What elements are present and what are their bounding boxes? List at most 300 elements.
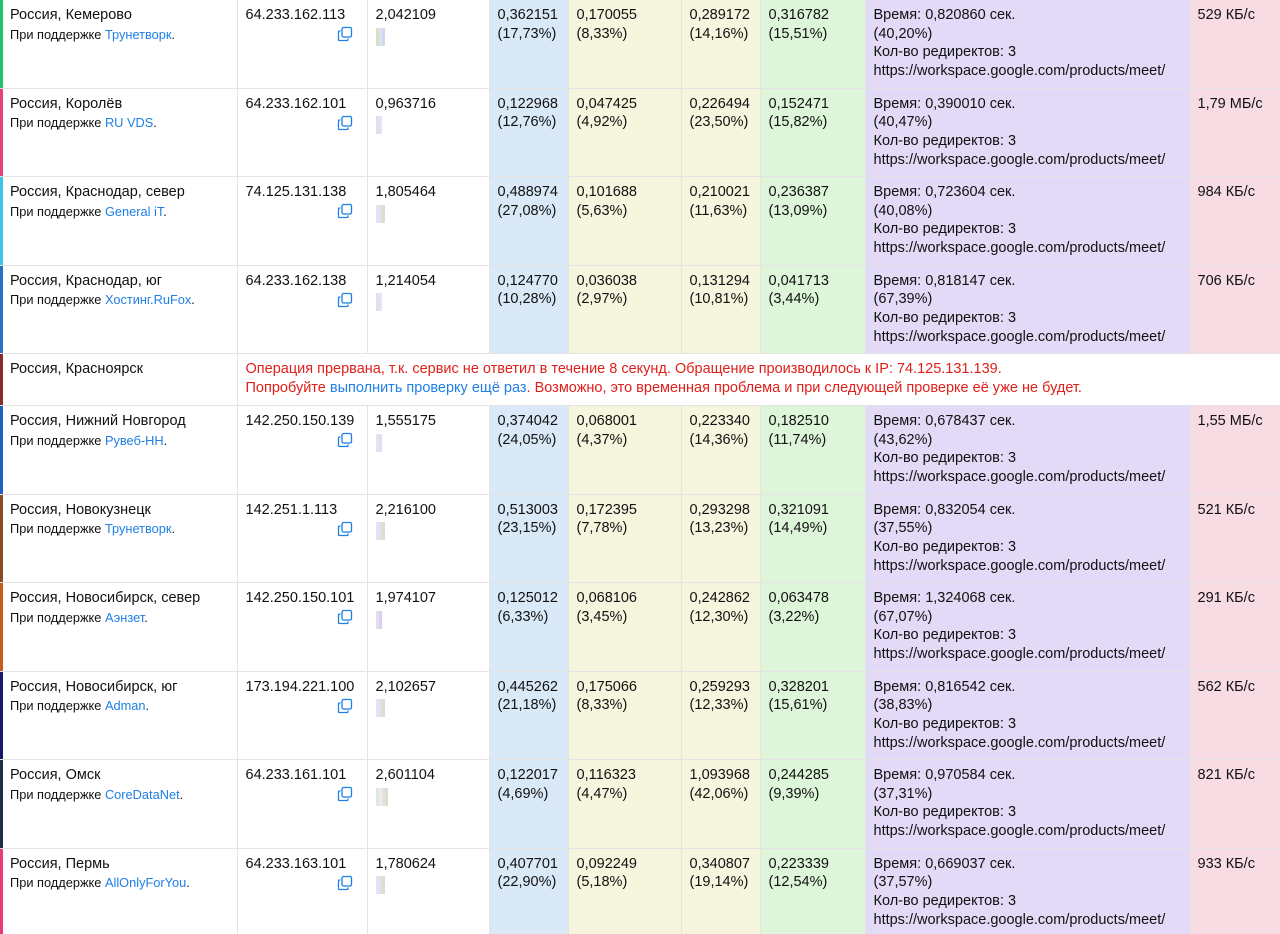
ssl-pct: (23,50%): [689, 114, 749, 131]
copy-icon[interactable]: [337, 26, 353, 42]
provider-link[interactable]: Трунетворк: [104, 26, 172, 42]
ip-cell: [237, 671, 367, 760]
connect-time: 0,116323: [576, 767, 636, 783]
redirect-cell: [865, 671, 1190, 760]
redirects-prefix: Кол-во редиректов:: [873, 132, 1004, 149]
redirect-pct: (37,55%): [873, 520, 933, 537]
dns-pct: (10,28%): [497, 291, 557, 308]
ttfb-pct: (12,54%): [768, 874, 828, 891]
copy-icon[interactable]: [337, 698, 353, 714]
ip-cell: [237, 848, 367, 934]
redirect-time: [874, 855, 1184, 874]
dns-time: 0,488974: [497, 184, 558, 200]
dns-cell: [489, 265, 568, 354]
redirect-time-value: 0,723604: [925, 184, 986, 200]
support-prefix: При поддержке: [10, 203, 102, 219]
city-name: Россия, Кемерово: [10, 7, 132, 23]
provider-line: При поддержке Хостинг.RuFox.: [10, 292, 195, 308]
time-unit: сек.: [989, 855, 1016, 872]
redirect-count-value: 3: [1007, 132, 1017, 149]
connect-cell: [568, 583, 681, 672]
ttfb-time: 0,182510: [768, 413, 829, 429]
redirect-url: https://workspace.google.com/products/meet/: [873, 911, 1166, 928]
redirect-count-value: 3: [1007, 627, 1017, 644]
connect-pct: (5,63%): [576, 202, 628, 219]
provider-line: При поддержке RU VDS.: [10, 115, 157, 131]
ttfb-pct: (14,49%): [768, 520, 828, 537]
dns-pct: (21,18%): [497, 697, 557, 714]
location-cell: [0, 177, 237, 266]
ttfb-time: 0,063478: [768, 590, 829, 606]
ssl-pct: (14,36%): [689, 431, 749, 448]
redirect-url: https://workspace.google.com/products/meet/: [873, 151, 1166, 168]
timing-bar-segment: [379, 611, 382, 629]
time-prefix: Время:: [873, 95, 922, 112]
ip-cell: [237, 88, 367, 177]
redirect-pct: (40,20%): [873, 25, 933, 42]
provider-link[interactable]: Adman: [104, 698, 146, 714]
connect-time: 0,092249: [576, 855, 637, 872]
redirects-prefix: Кол-во редиректов:: [873, 309, 1004, 326]
redirect-pct: (40,08%): [873, 202, 933, 219]
ssl-pct: (11,63%): [689, 202, 748, 219]
redirects-prefix: Кол-во редиректов:: [873, 450, 1004, 467]
connect-pct: (5,18%): [576, 874, 628, 891]
total-time: 2,601104: [375, 767, 435, 783]
speed-cell: [1190, 88, 1280, 177]
location-color-stripe: [0, 0, 3, 88]
support-prefix: При поддержке: [10, 698, 102, 714]
dns-cell: [489, 177, 568, 266]
ssl-cell: [681, 760, 760, 849]
ssl-time: 0,293298: [689, 501, 750, 518]
redirect-time-value: 0,970584: [925, 767, 986, 783]
connect-pct: (2,97%): [576, 291, 628, 308]
total-time: 2,042109: [375, 7, 436, 23]
connect-pct: (4,92%): [576, 114, 628, 131]
dns-time: 0,362151: [497, 7, 558, 23]
ip-cell: [237, 0, 367, 88]
table-row: [0, 406, 1280, 495]
location-color-stripe: [0, 849, 3, 934]
location-color-stripe: [0, 89, 3, 177]
location-color-stripe: [0, 583, 3, 671]
time-unit: сек.: [989, 95, 1016, 112]
dns-cell: [489, 760, 568, 849]
dns-cell: [489, 494, 568, 583]
error-message: [237, 354, 1280, 406]
total-time: 1,805464: [375, 184, 436, 200]
redirect-count: [874, 132, 1184, 151]
time-unit: сек.: [989, 413, 1016, 429]
dns-pct: (23,15%): [497, 520, 557, 537]
ttfb-time: 0,244285: [768, 767, 829, 783]
speed-cell: [1190, 583, 1280, 672]
dns-time: 0,122968: [497, 95, 558, 112]
ttfb-cell: [760, 177, 865, 266]
connect-cell: [568, 848, 681, 934]
support-prefix: При поддержке: [10, 786, 102, 802]
redirect-count-value: 3: [1007, 804, 1017, 821]
dns-time: 0,513003: [497, 501, 558, 518]
total-time: 1,555175: [375, 413, 436, 429]
city-name: Россия, Новокузнецк: [10, 501, 151, 518]
ssl-time: 0,259293: [689, 678, 750, 695]
copy-icon[interactable]: [337, 115, 353, 131]
redirects-prefix: Кол-во редиректов:: [873, 715, 1004, 732]
ip-address: 64.233.162.113: [245, 7, 346, 23]
download-speed: 529 КБ/с: [1197, 7, 1255, 23]
ttfb-time: 0,041713: [768, 272, 829, 289]
total-time-cell: [367, 0, 489, 88]
support-prefix: При поддержке: [10, 292, 102, 308]
location-color-stripe: [0, 177, 3, 265]
copy-icon[interactable]: [337, 292, 353, 308]
timing-bar-segment: [382, 522, 385, 540]
time-unit: сек.: [989, 184, 1016, 200]
redirect-cell: [865, 760, 1190, 849]
location-color-stripe: [0, 266, 3, 354]
redirect-url: https://workspace.google.com/products/meet/: [873, 646, 1166, 663]
download-speed: 933 КБ/с: [1197, 855, 1255, 872]
ssl-time: 0,131294: [689, 272, 750, 289]
ip-cell: [237, 494, 367, 583]
provider-line: При поддержке Аэнзет.: [10, 609, 148, 625]
dns-time: 0,407701: [497, 855, 558, 872]
support-prefix: При поддержке: [10, 432, 102, 448]
connect-time: 0,068001: [576, 413, 637, 429]
table-row: [0, 265, 1280, 354]
table-row: [0, 88, 1280, 177]
ttfb-pct: (11,74%): [768, 431, 827, 448]
dns-pct: (17,73%): [497, 25, 557, 42]
connect-pct: (7,78%): [576, 520, 628, 537]
redirect-cell: [865, 406, 1190, 495]
dns-pct: (24,05%): [497, 431, 557, 448]
copy-icon[interactable]: [337, 786, 353, 802]
connect-cell: [568, 0, 681, 88]
provider-link[interactable]: AllOnlyForYou: [104, 875, 187, 891]
ip-address: 142.250.150.139: [245, 413, 355, 429]
provider-link[interactable]: Хостинг.RuFox: [104, 292, 192, 308]
timing-bars: [376, 699, 394, 717]
location-cell: [0, 583, 237, 672]
location-cell: [0, 671, 237, 760]
copy-icon[interactable]: [337, 875, 353, 891]
total-time: 0,963716: [375, 95, 436, 112]
ssl-pct: (12,33%): [689, 697, 749, 714]
timing-bars: [376, 522, 394, 540]
ttfb-time: 0,316782: [768, 7, 829, 23]
redirect-time-value: 1,324068: [925, 590, 986, 606]
dns-pct: (22,90%): [497, 874, 557, 891]
redirect-time-value: 0,669037: [925, 855, 986, 872]
ttfb-cell: [760, 848, 865, 934]
redirect-cell: [865, 583, 1190, 672]
ip-cell: [237, 177, 367, 266]
dns-time: 0,122017: [497, 767, 558, 783]
provider-link[interactable]: CoreDataNet: [104, 786, 180, 802]
dns-cell: [489, 88, 568, 177]
table-row: [0, 177, 1280, 266]
error-line-2: [246, 379, 1275, 398]
connect-cell: [568, 88, 681, 177]
redirect-count: [874, 803, 1184, 822]
support-prefix: При поддержке: [10, 26, 102, 42]
total-time: 1,780624: [375, 855, 436, 872]
ttfb-pct: (15,82%): [768, 114, 828, 131]
ssl-cell: [681, 671, 760, 760]
city-name: Россия, Краснодар, север: [10, 184, 185, 200]
ssl-pct: (14,16%): [689, 25, 749, 42]
redirect-pct: (37,31%): [873, 785, 933, 802]
dns-time: 0,445262: [497, 678, 558, 695]
connect-cell: [568, 494, 681, 583]
download-speed: 562 КБ/с: [1197, 678, 1255, 695]
redirect-time: [874, 272, 1184, 291]
ssl-cell: [681, 265, 760, 354]
table-row: [0, 848, 1280, 934]
table-row: [0, 671, 1280, 760]
redirect-url: https://workspace.google.com/products/meet/: [873, 557, 1166, 574]
dns-time: 0,125012: [497, 590, 558, 606]
total-time: 2,216100: [375, 501, 436, 518]
connect-cell: [568, 406, 681, 495]
copy-icon[interactable]: [337, 609, 353, 625]
support-prefix: При поддержке: [10, 875, 102, 891]
provider-line: При поддержке Рувеб-НН.: [10, 432, 168, 448]
ssl-time: 0,226494: [689, 95, 750, 112]
ssl-time: 1,093968: [689, 767, 750, 783]
ttfb-cell: [760, 0, 865, 88]
ssl-pct: (13,23%): [689, 520, 749, 537]
provider-link[interactable]: Рувеб-НН: [104, 432, 164, 448]
provider-link[interactable]: General iT: [104, 203, 164, 219]
redirects-prefix: Кол-во редиректов:: [873, 627, 1004, 644]
connect-time: 0,172395: [576, 501, 637, 518]
dns-pct: (4,69%): [497, 785, 549, 802]
timing-bar-segment: [382, 699, 385, 717]
ssl-cell: [681, 494, 760, 583]
provider-line: При поддержке CoreDataNet.: [10, 786, 184, 802]
ip-cell: [237, 406, 367, 495]
ip-cell: [237, 265, 367, 354]
timing-bar-segment: [382, 876, 385, 894]
connect-time: 0,036038: [576, 272, 637, 289]
redirect-url: https://workspace.google.com/products/meet/: [873, 734, 1166, 751]
ip-address: 142.251.1.113: [245, 501, 338, 518]
redirects-prefix: Кол-во редиректов:: [873, 538, 1004, 555]
copy-icon[interactable]: [337, 432, 353, 448]
total-time-cell: [367, 760, 489, 849]
ssl-time: 0,223340: [689, 413, 750, 429]
time-unit: сек.: [989, 678, 1016, 695]
redirect-cell: [865, 848, 1190, 934]
dns-pct: (27,08%): [497, 202, 557, 219]
download-speed: 291 КБ/с: [1197, 590, 1255, 606]
redirect-time-value: 0,832054: [925, 501, 986, 518]
redirect-time-value: 0,678437: [925, 413, 986, 429]
connect-time: 0,101688: [576, 184, 637, 200]
ip-address: 64.233.161.101: [245, 767, 347, 783]
total-time-cell: [367, 848, 489, 934]
timing-bars: [376, 28, 394, 46]
time-unit: сек.: [989, 767, 1016, 783]
ip-cell: [237, 583, 367, 672]
retry-link[interactable]: выполнить проверку ещё раз: [329, 379, 527, 396]
redirect-time: [874, 766, 1184, 785]
ssl-time: 0,340807: [689, 855, 750, 872]
redirect-pct: (67,39%): [873, 291, 933, 308]
location-color-stripe: [0, 495, 3, 583]
provider-link[interactable]: RU VDS: [104, 115, 154, 131]
table-row: [0, 0, 1280, 88]
location-cell: [0, 354, 237, 406]
dns-time: 0,124770: [497, 272, 558, 289]
connect-pct: (3,45%): [576, 608, 628, 625]
ttfb-cell: [760, 88, 865, 177]
time-prefix: Время:: [873, 413, 922, 429]
connect-time: 0,047425: [576, 95, 637, 112]
city-name: Россия, Красноярск: [10, 361, 144, 377]
connect-time: 0,170055: [576, 7, 637, 23]
speed-cell: [1190, 177, 1280, 266]
redirect-count: [874, 892, 1184, 911]
provider-link[interactable]: Трунетворк: [104, 521, 172, 537]
speed-cell: [1190, 848, 1280, 934]
ttfb-cell: [760, 406, 865, 495]
redirect-count-value: 3: [1007, 44, 1017, 61]
total-time-cell: [367, 583, 489, 672]
total-time-cell: [367, 406, 489, 495]
redirect-count-value: 3: [1007, 715, 1017, 732]
redirect-pct: (67,07%): [873, 608, 933, 625]
redirect-time: [874, 95, 1184, 114]
speed-cell: [1190, 494, 1280, 583]
support-prefix: При поддержке: [10, 609, 102, 625]
download-speed: 984 КБ/с: [1197, 184, 1255, 200]
connect-time: 0,068106: [576, 590, 637, 606]
location-color-stripe: [0, 672, 3, 760]
timing-bars: [376, 876, 394, 894]
timing-bar-segment: [379, 116, 382, 134]
download-speed: 521 КБ/с: [1197, 501, 1255, 518]
redirect-count-value: 3: [1007, 538, 1017, 555]
time-unit: сек.: [989, 272, 1016, 289]
redirect-url: https://workspace.google.com/products/meet/: [873, 240, 1166, 257]
city-name: Россия, Новосибирск, север: [10, 590, 201, 606]
location-color-stripe: [0, 406, 3, 494]
download-speed: 821 КБ/с: [1197, 767, 1255, 783]
dns-cell: [489, 671, 568, 760]
speed-cell: [1190, 760, 1280, 849]
ip-address: 142.250.150.101: [245, 590, 355, 606]
redirects-prefix: Кол-во редиректов:: [873, 221, 1004, 238]
ssl-cell: [681, 88, 760, 177]
redirect-time-value: 0,818147: [925, 272, 986, 289]
error-row: [0, 354, 1280, 406]
redirect-url: https://workspace.google.com/products/meet/: [873, 469, 1166, 486]
timing-bars: [376, 611, 394, 629]
ip-cell: [237, 760, 367, 849]
total-time-cell: [367, 88, 489, 177]
redirect-count: [874, 538, 1184, 557]
location-color-stripe: [0, 354, 3, 405]
city-name: Россия, Новосибирск, юг: [10, 678, 178, 695]
ip-address: 64.233.163.101: [245, 855, 347, 872]
redirect-cell: [865, 494, 1190, 583]
ssl-pct: (12,30%): [689, 608, 749, 625]
redirect-pct: (43,62%): [873, 431, 933, 448]
city-name: Россия, Пермь: [10, 855, 110, 872]
support-prefix: При поддержке: [10, 521, 102, 537]
location-cell: [0, 848, 237, 934]
redirect-url: https://workspace.google.com/products/meet/: [873, 823, 1166, 840]
ttfb-pct: (15,51%): [768, 25, 828, 42]
download-speed: 1,55 МБ/с: [1197, 413, 1263, 429]
time-prefix: Время:: [873, 7, 922, 23]
ttfb-time: 0,236387: [768, 184, 829, 200]
redirects-prefix: Кол-во редиректов:: [873, 892, 1004, 909]
ttfb-pct: (13,09%): [768, 202, 828, 219]
connect-cell: [568, 177, 681, 266]
error-line-2-end: . Возможно, это временная проблема и при следующей проверке её уже не будет.: [526, 379, 1082, 396]
error-line-2-start: Попробуйте: [245, 379, 326, 396]
redirect-count: [874, 449, 1184, 468]
connect-time: 0,175066: [576, 678, 637, 695]
timing-bar-segment: [382, 205, 385, 223]
dns-cell: [489, 0, 568, 88]
speed-cell: [1190, 671, 1280, 760]
ttfb-pct: (9,39%): [768, 785, 820, 802]
connect-pct: (4,47%): [576, 785, 628, 802]
time-unit: сек.: [989, 501, 1016, 518]
city-name: Россия, Королёв: [10, 95, 123, 112]
ssl-pct: (19,14%): [689, 874, 749, 891]
ttfb-pct: (15,61%): [768, 697, 828, 714]
connect-cell: [568, 265, 681, 354]
provider-line: При поддержке Трунетворк.: [10, 26, 176, 42]
time-prefix: Время:: [873, 184, 922, 200]
redirect-count: [874, 309, 1184, 328]
time-prefix: Время:: [873, 855, 922, 872]
ttfb-cell: [760, 494, 865, 583]
total-time: 1,214054: [375, 272, 436, 289]
total-time-cell: [367, 177, 489, 266]
timing-bar-segment: [382, 28, 385, 46]
ttfb-cell: [760, 671, 865, 760]
provider-link[interactable]: Аэнзет: [104, 609, 145, 625]
ip-address: 64.233.162.101: [245, 95, 347, 112]
copy-icon[interactable]: [337, 203, 353, 219]
provider-line: При поддержке Adman.: [10, 698, 150, 714]
dns-pct: (6,33%): [497, 608, 549, 625]
city-name: Россия, Омск: [10, 767, 101, 783]
location-cell: [0, 406, 237, 495]
copy-icon[interactable]: [337, 521, 353, 537]
redirect-cell: [865, 88, 1190, 177]
timing-bar-segment: [385, 788, 388, 806]
dns-cell: [489, 406, 568, 495]
table-row: [0, 494, 1280, 583]
total-time: 1,974107: [375, 590, 436, 606]
provider-line: При поддержке General iT.: [10, 203, 167, 219]
dns-cell: [489, 848, 568, 934]
dns-pct: (12,76%): [497, 114, 557, 131]
ssl-cell: [681, 848, 760, 934]
redirect-time: [874, 501, 1184, 520]
redirect-count: [874, 43, 1184, 62]
